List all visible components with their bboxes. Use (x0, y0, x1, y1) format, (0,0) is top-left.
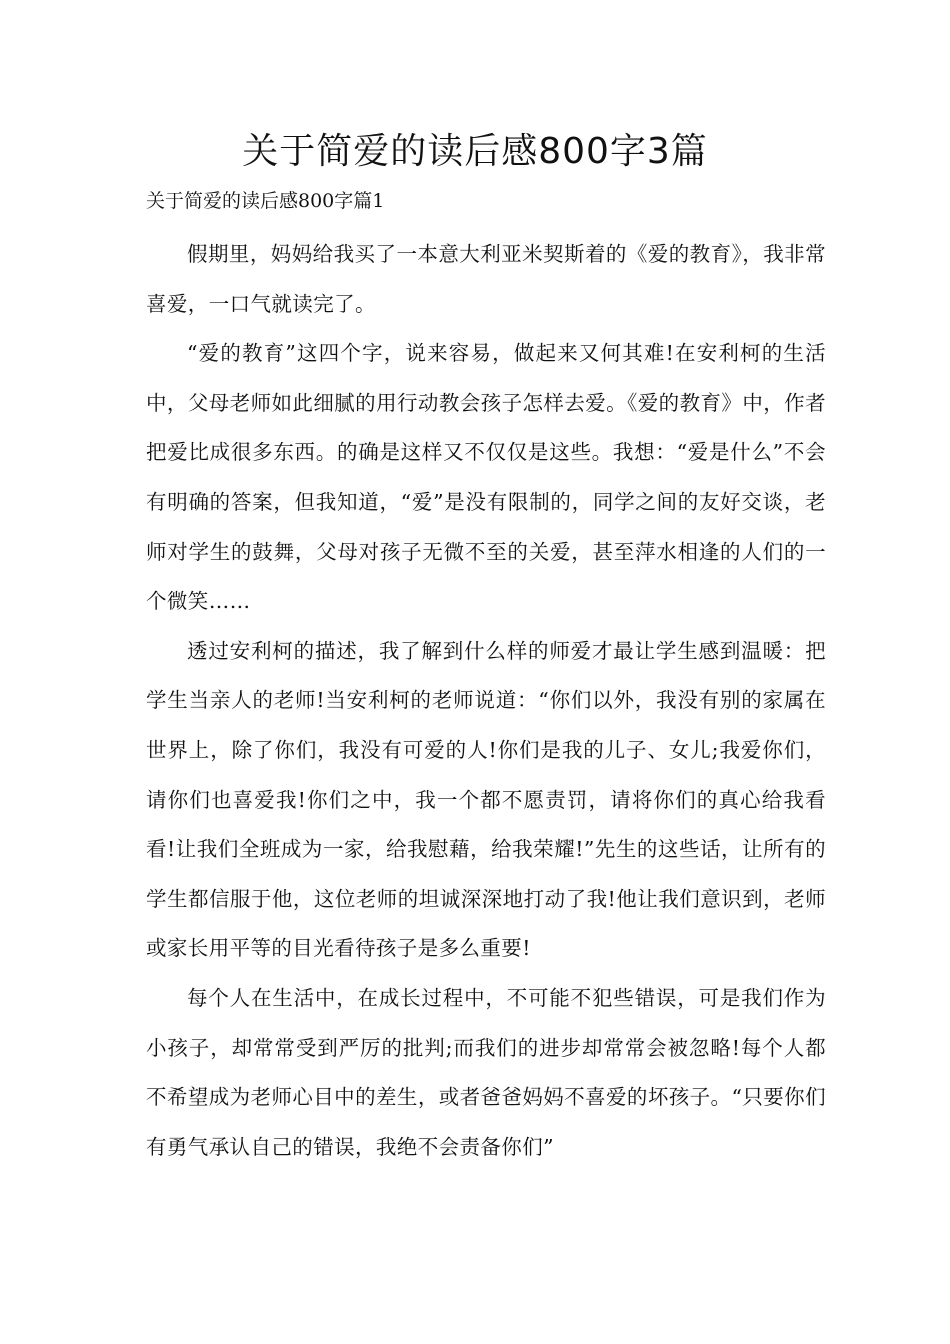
section-heading: 关于简爱的读后感800字篇1 (146, 190, 385, 212)
paragraph-4: 每个人在生活中，在成长过程中，不可能不犯些错误，可是我们作为小孩子，却常常受到严厉的批判;而我们的进步却常常会被忽略!每个人都不希望成为老师心目中的差生，或者爸爸妈妈不喜爱的坏孩子。“只要你们有勇气承认自己的错误，我绝不会责备你们” (146, 985, 826, 1159)
paragraph-3: 透过安利柯的描述，我了解到什么样的师爱才最让学生感到温暖：把学生当亲人的老师!当安利柯的老师说道：“你们以外，我没有别的家属在世界上，除了你们，我没有可爱的人!你们是我的儿子、女儿;我爱你们，请你们也喜爱我!你们之中，我一个都不愿责罚，请将你们的真心给我看看!让我们全班成为一家，给我慰藉，给我荣耀!”先生的这些话，让所有的学生都信服于他，这位老师的坦诚深深地打动了我!他让我们意识到，老师或家长用平等的目光看待孩子是多么重要! (146, 638, 826, 961)
document-body (146, 230, 826, 1172)
paragraph-1: 假期里，妈妈给我买了一本意大利亚米契斯着的《爱的教育》，我非常喜爱，一口气就读完了。 (146, 242, 826, 316)
document-title: 关于简爱的读后感800字3篇 (242, 131, 708, 172)
paragraph-2: “爱的教育”这四个字，说来容易，做起来又何其难!在安利柯的生活中，父母老师如此细腻的用行动教会孩子怎样去爱。《爱的教育》中，作者把爱比成很多东西。的确是这样又不仅仅是这些。我想：“爱是什么”不会有明确的答案，但我知道，“爱”是没有限制的，同学之间的友好交谈，老师对学生的鼓舞，父母对孩子无微不至的关爱，甚至萍水相逢的人们的一个微笑…… (146, 341, 826, 614)
